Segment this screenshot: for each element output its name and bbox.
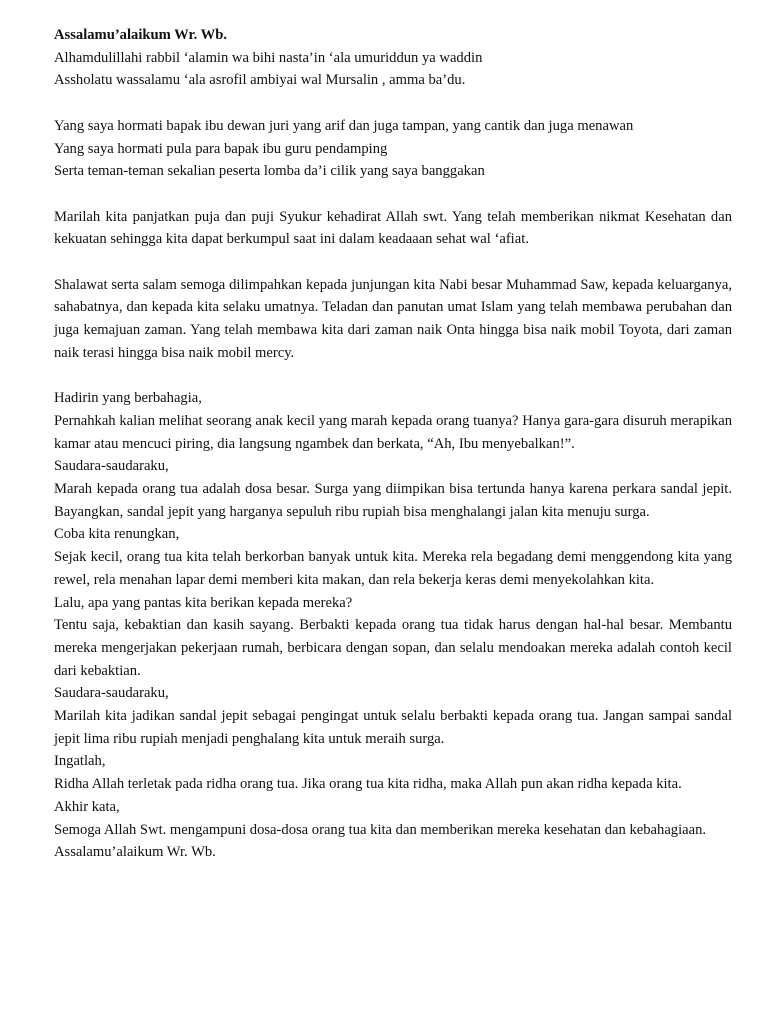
closing-salam: Assalamu’alaikum Wr. Wb.: [54, 844, 216, 861]
body-paragraph: Akhir kata,: [54, 798, 120, 815]
body-paragraph: Hadirin yang berbahagia,: [54, 390, 202, 407]
greeting-participants: Serta teman-teman sekalian peserta lomba da’i cilik yang saya banggakan: [54, 163, 485, 180]
body-paragraph: Saudara-saudaraku,: [54, 458, 169, 475]
body-paragraph: Saudara-saudaraku,: [54, 685, 169, 702]
body-paragraph: Semoga Allah Swt. mengampuni dosa-dosa orang tua kita dan memberikan mereka kesehatan dan kebahagiaan.: [54, 821, 707, 838]
body-paragraph: Ridha Allah terletak pada ridha orang tua. Jika orang tua kita ridha, maka Allah pun akan ridha kepada kita.: [54, 776, 682, 793]
speech-document: [54, 24, 732, 864]
paragraph-gap: [54, 92, 732, 115]
greeting-judges: Yang saya hormati bapak ibu dewan juri yang arif dan juga tampan, yang cantik dan juga menawan: [54, 117, 634, 134]
shalawat-paragraph: Shalawat serta salam semoga dilimpahkan kepada junjungan kita Nabi besar Muhammad Saw, kepada keluarganya, sahabatnya, dan kepada kita selaku umatnya. Teladan dan panutan umat Islam yang telah membawa perubahan dan juga kemajuan zaman. Yang telah membawa kita dari zaman naik Onta hingga bisa naik mobil Toyota, dari zaman naik terasi hingga bisa naik mobil mercy.: [54, 276, 732, 361]
body-paragraph: Pernahkah kalian melihat seorang anak kecil yang marah kepada orang tuanya? Hanya gara-gara disuruh merapikan kamar atau mencuci piring, dia langsung ngambek dan berkata, “Ah, Ibu menyebalkan!”.: [54, 412, 732, 452]
body-paragraph: Marilah kita jadikan sandal jepit sebagai pengingat untuk selalu berbakti kepada orang tua. Jangan sampai sandal jepit lima ribu rupiah menjadi penghalang kita untuk meraih surga.: [54, 708, 732, 747]
body-paragraph: Coba kita renungkan,: [54, 526, 180, 543]
body-paragraph: Lalu, apa yang pantas kita berikan kepada mereka?: [54, 594, 353, 611]
paragraph-gap: [54, 183, 732, 206]
body-paragraph: Ingatlah,: [54, 753, 106, 770]
opening-shalawat: Assholatu wassalamu ‘ala asrofil ambiyai wal Mursalin , amma ba’du.: [54, 72, 466, 89]
opening-hamdalah: Alhamdulillahi rabbil ‘alamin wa bihi nasta’in ‘ala umuriddun ya waddin: [54, 49, 483, 66]
body-paragraph: Sejak kecil, orang tua kita telah berkorban banyak untuk kita. Mereka rela begadang demi menggendong kita yang rewel, rela menahan lapar demi memberi kita makan, dan rela bekerja keras demi menyekolahkan kita.: [54, 549, 732, 588]
body-paragraph: Tentu saja, kebaktian dan kasih sayang. Berbakti kepada orang tua tidak harus dengan hal-hal besar. Membantu mereka mengerjakan pekerjaan rumah, berbicara dengan sopan, dan selalu mendoakan mereka adalah contoh kecil dari kebaktian.: [54, 617, 732, 679]
paragraph-gap: [54, 251, 732, 274]
greeting-teachers: Yang saya hormati pula para bapak ibu guru pendamping: [54, 140, 388, 157]
body-paragraph: Marah kepada orang tua adalah dosa besar. Surga yang diimpikan bisa tertunda hanya karena perkara sandal jepit. Bayangkan, sandal jepit yang harganya sepuluh ribu rupiah bisa menghalangi jalan kita menuju surga.: [54, 481, 732, 520]
syukur-paragraph: Marilah kita panjatkan puja dan puji Syukur kehadirat Allah swt. Yang telah memberikan nikmat Kesehatan dan kekuatan sehingga kita dapat berkumpul saat ini dalam keadaaan sehat wal ‘afiat.: [54, 208, 732, 248]
opening-salam: Assalamu’alaikum Wr. Wb.: [54, 27, 228, 43]
paragraph-gap: [54, 365, 732, 388]
